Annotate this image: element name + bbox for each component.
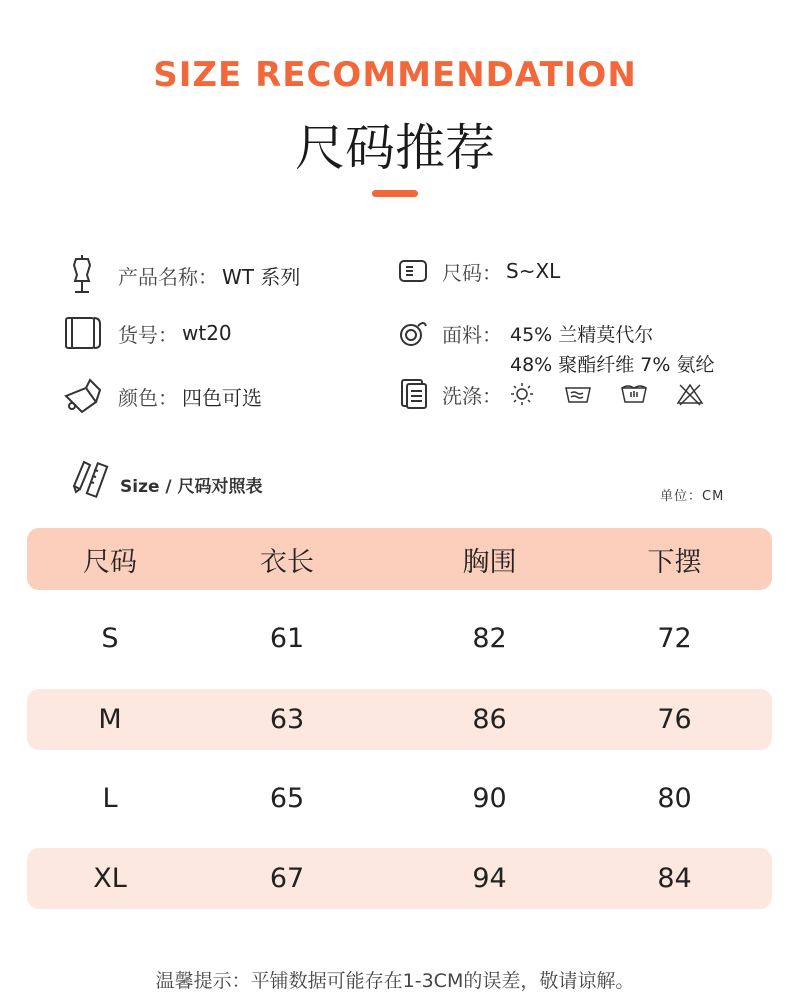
table-cell: 72 bbox=[657, 623, 692, 654]
table-cell: 84 bbox=[657, 863, 692, 894]
table-cell: 65 bbox=[269, 783, 305, 814]
fabric-row bbox=[398, 318, 502, 348]
table-cell: 63 bbox=[269, 704, 305, 735]
unit-label: 单位：CM bbox=[660, 489, 725, 504]
dye-pot-icon bbox=[62, 376, 102, 416]
title-underline bbox=[372, 190, 418, 197]
size-range-row bbox=[398, 256, 560, 286]
yarn-icon bbox=[398, 318, 428, 348]
size-chart-heading bbox=[70, 456, 263, 502]
fabric-roll-icon bbox=[64, 314, 102, 352]
washing-row bbox=[400, 378, 732, 410]
table-row bbox=[27, 608, 772, 669]
table-row bbox=[27, 689, 772, 750]
table-cell: S bbox=[101, 623, 119, 654]
table-cell: 80 bbox=[657, 783, 692, 814]
column-header: 下摆 bbox=[647, 546, 702, 578]
fabric-composition-line-2: 48% 聚酯纤维 7% 氨纶 bbox=[510, 354, 715, 376]
size-range-value: S~XL bbox=[506, 259, 561, 283]
sun-dry-icon bbox=[508, 382, 536, 406]
title-chinese: 尺码推荐 bbox=[295, 119, 495, 177]
table-cell: 61 bbox=[269, 623, 305, 654]
table-header-row bbox=[27, 528, 772, 590]
column-header: 胸围 bbox=[462, 546, 517, 578]
table-cell: 82 bbox=[472, 623, 507, 654]
table-cell: 94 bbox=[472, 863, 507, 894]
product-name-row bbox=[62, 255, 300, 295]
table-cell: 76 bbox=[657, 704, 692, 735]
table-cell: 86 bbox=[472, 704, 507, 735]
no-bleach-icon bbox=[676, 382, 704, 406]
color-row bbox=[62, 376, 262, 416]
column-header: 尺码 bbox=[83, 546, 137, 578]
color-label: 颜色： bbox=[118, 385, 178, 410]
machine-wash-icon bbox=[620, 382, 648, 406]
item-number-row bbox=[64, 314, 232, 352]
hand-wash-icon bbox=[564, 382, 592, 406]
table-cell: M bbox=[98, 704, 122, 735]
table-cell: 67 bbox=[269, 863, 305, 894]
item-number-value: wt20 bbox=[182, 321, 232, 345]
fabric-composition-line-1: 45% 兰精莫代尔 bbox=[510, 324, 654, 346]
size-range-label: 尺码： bbox=[442, 260, 502, 285]
size-chart-title: Size / 尺码对照表 bbox=[120, 476, 263, 497]
item-number-label: 货号： bbox=[118, 322, 178, 347]
size-tag-icon bbox=[398, 256, 428, 286]
table-row bbox=[27, 768, 772, 829]
measurement-tip: 温馨提示：平铺数据可能存在1-3CM的误差，敬请谅解。 bbox=[155, 970, 635, 992]
mannequin-icon bbox=[62, 255, 102, 295]
table-cell: L bbox=[102, 783, 118, 814]
document-icon bbox=[400, 378, 428, 410]
product-name-label: 产品名称： bbox=[118, 264, 218, 289]
column-header: 衣长 bbox=[260, 546, 314, 578]
table-cell: XL bbox=[93, 863, 127, 894]
fabric-label: 面料： bbox=[442, 322, 502, 347]
product-name-value: WT 系列 bbox=[222, 264, 301, 289]
table-row bbox=[27, 848, 772, 909]
table-cell: 90 bbox=[472, 783, 507, 814]
washing-label: 洗涤： bbox=[442, 383, 502, 408]
title-english: SIZE RECOMMENDATION bbox=[153, 55, 637, 95]
ruler-pencil-icon bbox=[70, 456, 116, 502]
color-value: 四色可选 bbox=[182, 385, 262, 410]
